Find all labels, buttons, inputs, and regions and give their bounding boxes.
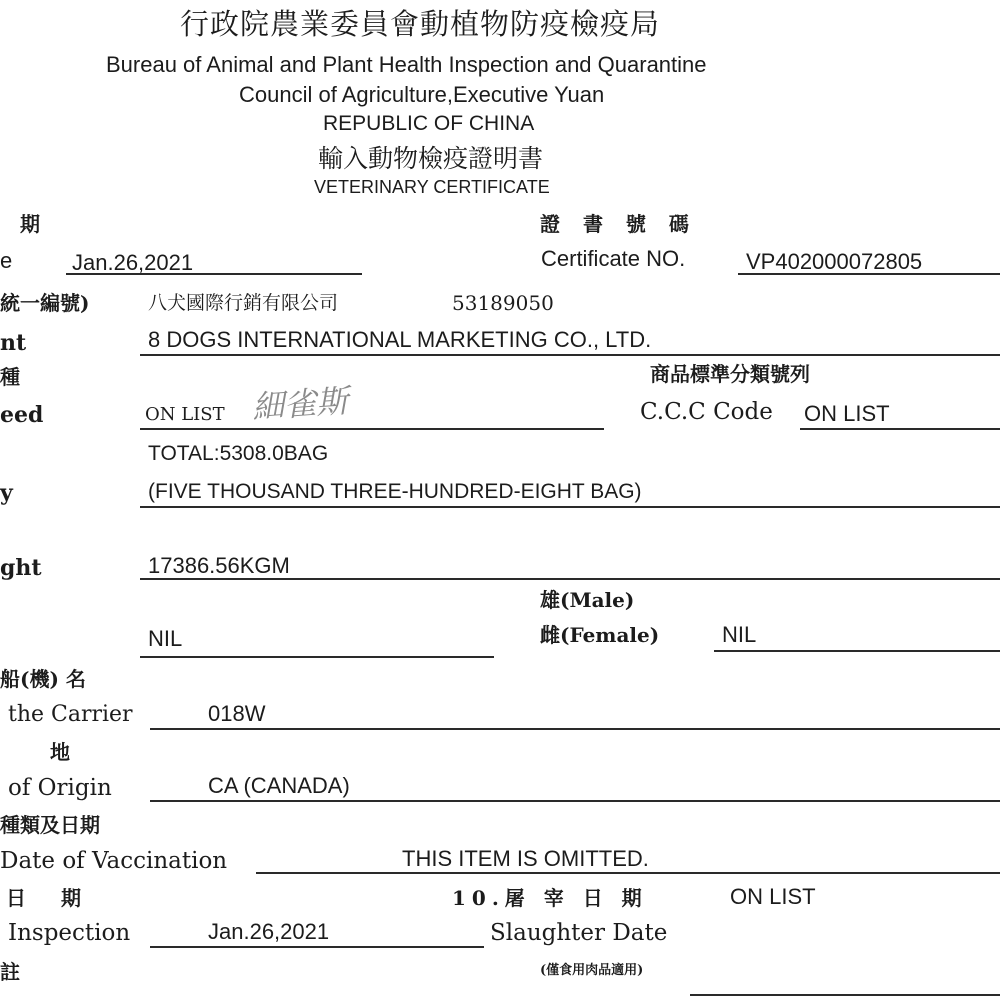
- inspection-value: Jan.26,2021: [208, 919, 330, 944]
- breed-label-en: eed: [0, 402, 44, 428]
- male-label: 雄(Male): [540, 588, 635, 612]
- ccc-label-zh: 商品標準分類號列: [650, 362, 810, 386]
- carrier-label-en: the Carrier: [8, 702, 133, 727]
- date-value: Jan.26,2021: [72, 250, 194, 275]
- slaughter-value: ON LIST: [730, 884, 816, 909]
- importer-label-en: nt: [0, 330, 27, 356]
- inspection-label-en: Inspection: [8, 920, 131, 946]
- certificate-number: VP402000072805: [746, 249, 923, 274]
- breed-label-zh: 種: [0, 365, 20, 389]
- doc-title-zh: 輸入動物檢疫證明書: [318, 144, 544, 173]
- quantity-total: TOTAL:5308.0BAG: [148, 442, 329, 465]
- vaccination-value: THIS ITEM IS OMITTED.: [402, 846, 649, 871]
- date-underline: [66, 273, 362, 275]
- slaughter-note: (僅食用肉品適用): [540, 963, 644, 978]
- country-name: REPUBLIC OF CHINA: [323, 112, 535, 135]
- inspection-underline: [150, 946, 484, 948]
- handwritten-note: 細雀斯: [250, 381, 350, 427]
- agency-name-zh: 行政院農業委員會動植物防疫檢疫局: [180, 7, 661, 41]
- certificate-label-en: Certificate NO.: [541, 246, 686, 271]
- ccc-underline: [800, 428, 1000, 430]
- breed-value: ON LIST: [145, 404, 225, 425]
- origin-value: CA (CANADA): [208, 773, 350, 798]
- weight-label-en: ght: [0, 555, 42, 581]
- vaccination-underline: [256, 872, 1000, 874]
- sex-value: NIL: [722, 622, 757, 647]
- weight-underline: [140, 578, 1000, 580]
- slaughter-underline: [690, 994, 1000, 996]
- importer-tax-id: 53189050: [452, 291, 554, 315]
- importer-name-en: 8 DOGS INTERNATIONAL MARKETING CO., LTD.: [148, 327, 652, 352]
- vaccination-label-en: Date of Vaccination: [0, 848, 228, 874]
- remarks-label-zh: 註: [0, 960, 20, 984]
- council-name: Council of Agriculture,Executive Yuan: [239, 82, 605, 107]
- date-label-zh: 期: [20, 212, 40, 236]
- slaughter-label-en: Slaughter Date: [490, 920, 668, 946]
- carrier-value: 018W: [208, 701, 266, 726]
- carrier-label-zh: 船(機) 名: [0, 667, 86, 691]
- slaughter-label-zh: 10.屠 宰 日 期: [452, 886, 648, 910]
- origin-label-en: of Origin: [8, 775, 112, 801]
- origin-label-zh: 地: [50, 740, 70, 764]
- date-label-en: e: [0, 248, 13, 273]
- agency-name-en: Bureau of Animal and Plant Health Inspection and Quarantine: [106, 52, 707, 77]
- importer-name-zh: 八犬國際行銷有限公司: [148, 292, 339, 314]
- inspection-label-zh: 日 期: [6, 886, 95, 910]
- female-underline: [714, 650, 1000, 652]
- weight-value: 17386.56KGM: [148, 553, 290, 578]
- vaccination-label-zh: 種類及日期: [0, 813, 100, 837]
- quantity-underline: [140, 506, 1000, 508]
- origin-underline: [150, 800, 1000, 802]
- importer-underline: [140, 354, 1000, 356]
- carrier-underline: [150, 728, 1000, 730]
- quantity-label-en: y: [0, 480, 13, 506]
- doc-title-en: VETERINARY CERTIFICATE: [314, 177, 550, 197]
- ccc-label-en: C.C.C Code: [640, 399, 773, 425]
- quantity-words: (FIVE THOUSAND THREE-HUNDRED-EIGHT BAG): [148, 480, 642, 503]
- certificate-underline: [738, 273, 1000, 275]
- breed-underline: [140, 428, 604, 430]
- female-label: 雌(Female): [540, 623, 660, 647]
- sex-field-value: NIL: [148, 626, 183, 651]
- importer-label-zh: 統一編號): [0, 291, 90, 315]
- certificate-label-zh: 證 書 號 碼: [540, 212, 697, 236]
- sex-underline: [140, 656, 494, 658]
- ccc-value: ON LIST: [804, 401, 890, 426]
